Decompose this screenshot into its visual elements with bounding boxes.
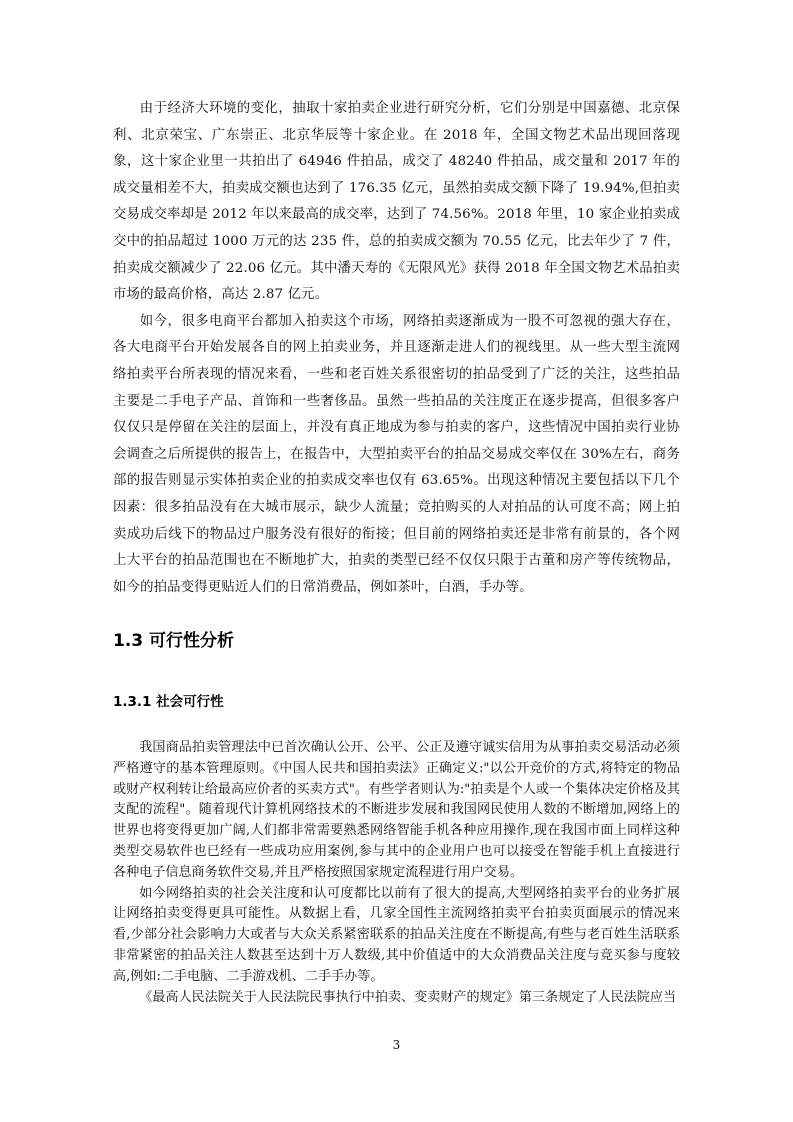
paragraph-auction-market-2018: 由于经济大环境的变化，抽取十家拍卖企业进行研究分析，它们分别是中国嘉德、北京保利、北京荣宝、广东崇正、北京华辰等十家企业。在 2018 年，全国文物艺术品出现回落现象，这十家企业里一共拍出了 64946 件拍品，成交了 48240 件拍品，成交量和 2017 年的成交量相差不大，拍卖成交额也达到了 176.35 亿元，虽然拍卖成交额下降了 19.94%,但拍卖交易成交率却是 2012 年以来最高的成交率，达到了 74.56%。2018 年里，10 家企业拍卖成交中的拍品超过 1000 万元的达 235 件，总的拍卖成交额为 70.55 亿元，比去年少了 7 件，拍卖成交额减少了 22.06 亿元。其中潘天寿的《无限风光》获得 2018 年全国文物艺术品拍卖市场的最高价格，高达 2.87 亿元。 (113, 101, 680, 303)
paragraph-court-regulation: 《最高人民法院关于人民法院民事执行中拍卖、变卖财产的规定》第三条规定了人民法院应当 (139, 989, 677, 1005)
section-heading-feasibility: 1.3 可行性分析 (113, 631, 235, 651)
paragraph-social-attention: 如今网络拍卖的社会关注度和认可度都比以前有了很大的提高,大型网络拍卖平台的业务扩展让网络拍卖变得更具可能性。从数据上看，几家全国性主流网络拍卖平台拍卖页面展示的情况来看,少部分社会影响力大或者与大众关系紧密联系的拍品关注度在不断提高,有些与老百姓生活联系非常紧密的拍品关注人数甚至达到十万人数级,其中价值适中的大众消费品关注度与竞买参与度较高,例如:二手电脑、二手游戏机、二手手办等。 (113, 885, 680, 984)
paragraph-online-auction-platforms: 如今，很多电商平台都加入拍卖这个市场，网络拍卖逐渐成为一股不可忽视的强大存在，各大电商平台开始发展各自的网上拍卖业务，并且逐渐走进人们的视线里。从一些大型主流网络拍卖平台所表现的情况来看，一些和老百姓关系很密切的拍品受到了广泛的关注，这些拍品主要是二手电子产品、首饰和一些奢侈品。虽然一些拍品的关注度正在逐步提高，但很多客户仅仅只是停留在关注的层面上，并没有真正地成为参与拍卖的客户，这些情况中国拍卖行业协会调查之后所提供的报告上，在报告中，大型拍卖平台的拍品交易成交率仅在 30%左右，商务部的报告则显示实体拍卖企业的拍卖成交率也仅有 63.65%。出现这种情况主要包括以下几个因素：很多拍品没有在大城市展示，缺少人流量；竞拍购买的人对拍品的认可度不高；网上拍卖成功后线下的物品过户服务没有很好的衔接；但目前的网络拍卖还是非常有前景的，各个网上大平台的拍品范围也在不断地扩大，拍卖的类型已经不仅仅只限于古董和房产等传统物品，如今的拍品变得更贴近人们的日常消费品，例如茶叶，白酒，手办等。 (113, 313, 680, 595)
subsection-heading-social-feasibility: 1.3.1 社会可行性 (113, 694, 224, 710)
intro-body (113, 96, 680, 601)
social-feasibility-body (113, 738, 680, 1008)
page-number: 3 (392, 1038, 401, 1052)
paragraph-auction-law: 我国商品拍卖管理法中已首次确认公开、公平、公正及遵守诚实信用为从事拍卖交易活动必须严格遵守的基本管理原则。《中国人民共和国拍卖法》正确定义:"以公开竞价的方式,将特定的物品或财产权利转让给最高应价者的买卖方式"。有些学者则认为:"拍卖是个人或一个集体决定价格及其支配的流程"。随着现代计算机网络技术的不断进步发展和我国网民使用人数的不断增加,网络上的世界也将变得更加广阔,人们都非常需要熟悉网络智能手机各种应用操作,现在我国市面上同样这种类型交易软件也已经有一些成功应用案例,参与其中的企业用户也可以接受在智能手机上直接进行各种电子信息商务软件交易,并且严格按照国家规定流程进行用户交易。 (113, 740, 680, 880)
